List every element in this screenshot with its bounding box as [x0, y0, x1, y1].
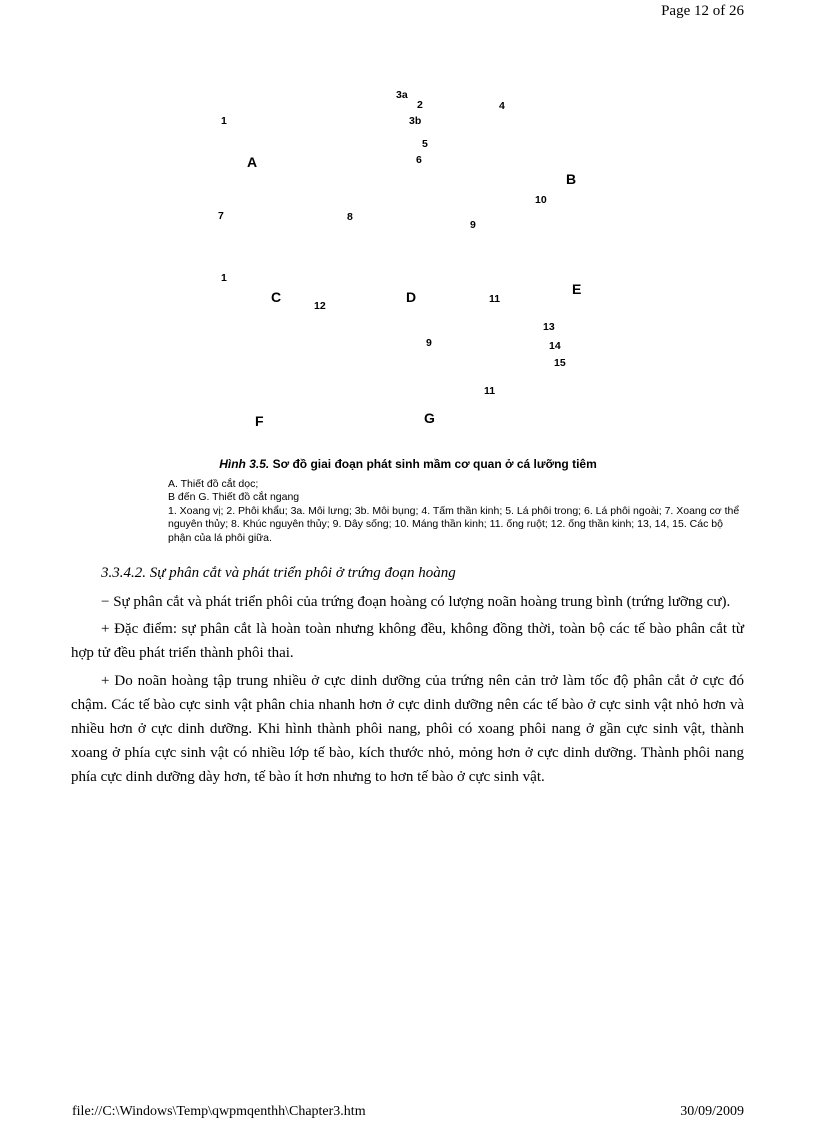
body-text — [71, 590, 744, 793]
label-1-second: 1 — [221, 272, 227, 284]
label-9: 9 — [470, 219, 476, 231]
label-15: 15 — [554, 357, 566, 369]
paragraph: + Đặc điểm: sự phân cắt là hoàn toàn nhưng không đều, không đồng thời, toàn bộ các tế bào phân cắt từ hợp tử đều phát triển thành phôi thai. — [71, 621, 744, 662]
legend-line: A. Thiết đồ cắt dọc; — [168, 478, 259, 490]
label-11: 11 — [489, 293, 501, 305]
label-11-second: 11 — [484, 385, 496, 397]
page-number: Page 12 of 26 — [661, 3, 744, 19]
paragraph: + Do noãn hoàng tập trung nhiều ở cực dinh dưỡng của trứng nên cản trở làm tốc độ phân cắt ở cực đó chậm. Các tế bào cực sinh vật phân chia nhanh hơn ở cực dinh dưỡng nên các tế bào ở cực sinh vật nhỏ hơn và nhiều hơn ở cực dinh dưỡng. Khi hình thành phôi nang, phôi có xoang phôi nang ở gần cực sinh vật, thành xoang ở phía cực sinh vật có nhiều lớp tế bào, kích thước nhỏ, mỏng hơn ở cực dinh dưỡng. Thành phôi nang phía cực dinh dưỡng dày hơn, tế bào ít hơn nhưng to hơn tế bào ở cực sinh vật. — [71, 672, 744, 786]
figure-caption — [0, 457, 816, 471]
label-1: 1 — [221, 115, 227, 127]
label-4: 4 — [499, 100, 505, 112]
label-A: A — [247, 154, 258, 170]
label-D: D — [406, 289, 417, 305]
label-7: 7 — [218, 210, 224, 222]
figure-caption-title: Sơ đồ giai đoạn phát sinh mầm cơ quan ở cá lưỡng tiêm — [272, 457, 597, 471]
label-F: F — [255, 413, 264, 429]
label-E: E — [572, 281, 582, 297]
paragraph: − Sự phân cắt và phát triển phôi của trứng đoạn hoàng có lượng noãn hoàng trung bình (trứng lưỡng cư). — [101, 594, 731, 610]
label-13: 13 — [543, 321, 555, 333]
label-3a: 3a — [396, 89, 408, 101]
legend-line: 1. Xoang vị; 2. Phôi khẩu; 3a. Môi lưng; 3b. Môi bụng; 4. Tấm thần kinh; 5. Lá phôi trong; 6. Lá phôi ngoài; 7. Xoang cơ thể nguyên thủy; 8. Khúc nguyên thủy; 9. Dây sống; 10. Máng thần kinh; 11. ống ruột; 12. ống thần kinh; 13, 14, 15. Các bộ phận của lá phôi giữa. — [168, 504, 740, 544]
label-8: 8 — [347, 211, 353, 223]
label-9-second: 9 — [426, 337, 432, 349]
label-12: 12 — [314, 300, 326, 312]
section-heading: 3.3.4.2. Sự phân cắt và phát triển phôi ở trứng đoạn hoàng — [101, 565, 456, 581]
label-3b: 3b — [409, 115, 422, 127]
figure-diagram — [0, 0, 816, 450]
label-B: B — [566, 171, 577, 187]
label-14: 14 — [549, 340, 561, 352]
figure-legend — [168, 478, 748, 545]
label-6: 6 — [416, 154, 422, 166]
footer-file-path: file://C:\Windows\Temp\qwpmqenthh\Chapter3.htm — [72, 1104, 366, 1119]
footer-date: 30/09/2009 — [680, 1104, 744, 1119]
legend-line: B đến G. Thiết đồ cắt ngang — [168, 491, 300, 504]
label-5: 5 — [422, 138, 428, 150]
figure-caption-number: Hình 3.5. — [219, 457, 270, 471]
label-10: 10 — [535, 194, 547, 206]
label-G: G — [424, 410, 435, 426]
label-C: C — [271, 289, 282, 305]
label-2: 2 — [417, 99, 423, 111]
